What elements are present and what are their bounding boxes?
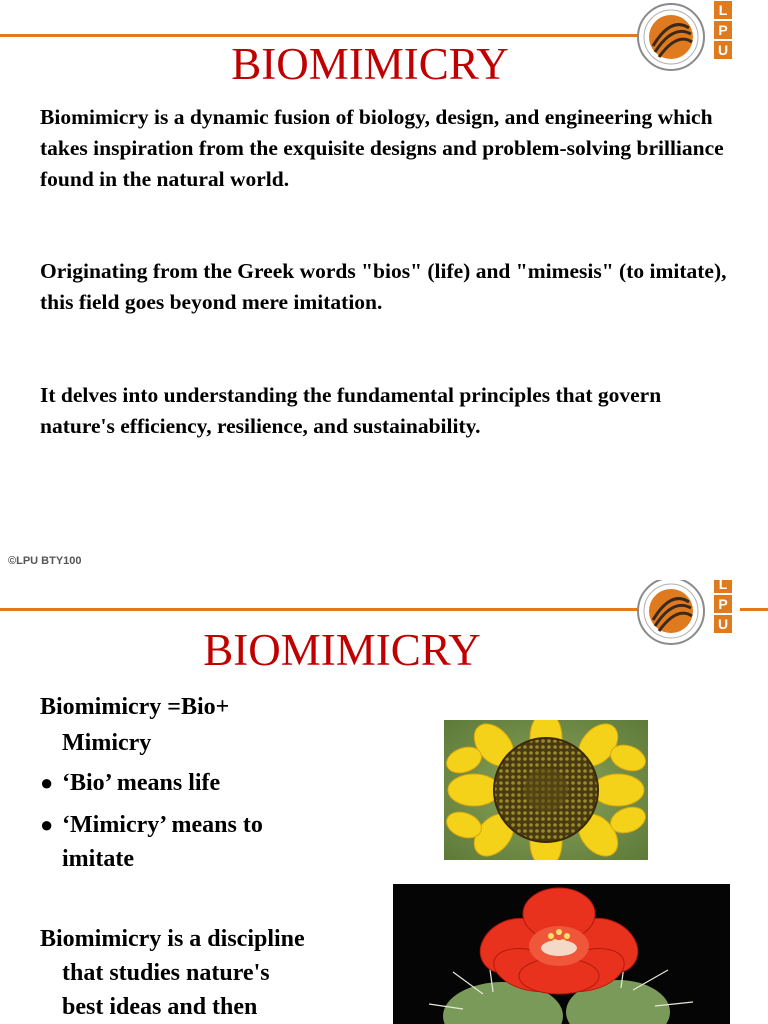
lpu-wordmark [714,580,732,633]
closing-line: best ideas and then [62,994,258,1020]
slide-2 [0,580,768,1024]
lpu-letter: L [714,1,732,19]
bullet-dot-icon: ● [40,770,54,795]
lpu-letter: U [714,615,732,633]
bullet-text: ‘Mimicry’ means to imitate [62,812,263,872]
header-rule [0,34,640,37]
slide-title: BIOMIMICRY [203,625,481,675]
lpu-letter: L [714,580,732,593]
closing-line: Biomimicry is a discipline [40,926,305,952]
cactus-flower-photo [393,884,730,1024]
header-rule-end [740,608,768,611]
equation-line: Mimicry [62,730,152,756]
lpu-letter: P [714,595,732,613]
paragraph-principles: It delves into understanding the fundamental principles that govern nature's efficiency, resilience, and sustainability. [40,383,662,438]
paragraph-definition: Biomimicry is a dynamic fusion of biology, design, and engineering which takes inspiration from the exquisite designs and problem-solving brilliance found in the natural world. [40,105,724,191]
closing-line: that studies nature's [62,960,270,986]
bullet-text: ‘Bio’ means life [62,770,221,796]
lpu-letter: P [714,21,732,39]
bullet-dot-icon: ● [40,812,54,837]
paragraph-origin: Originating from the Greek words "bios" (life) and "mimesis" (to imitate), this field goes beyond mere imitation. [40,259,727,314]
header-rule [0,608,640,611]
slide-title: BIOMIMICRY [231,39,509,89]
sunflower-photo [444,720,648,860]
copyright-footer: ©LPU BTY100 [8,555,82,567]
lpu-letter: U [714,41,732,59]
bullet-item [40,766,340,800]
bullet-item [40,808,340,876]
equation-line: Biomimicry =Bio+ [40,694,230,720]
